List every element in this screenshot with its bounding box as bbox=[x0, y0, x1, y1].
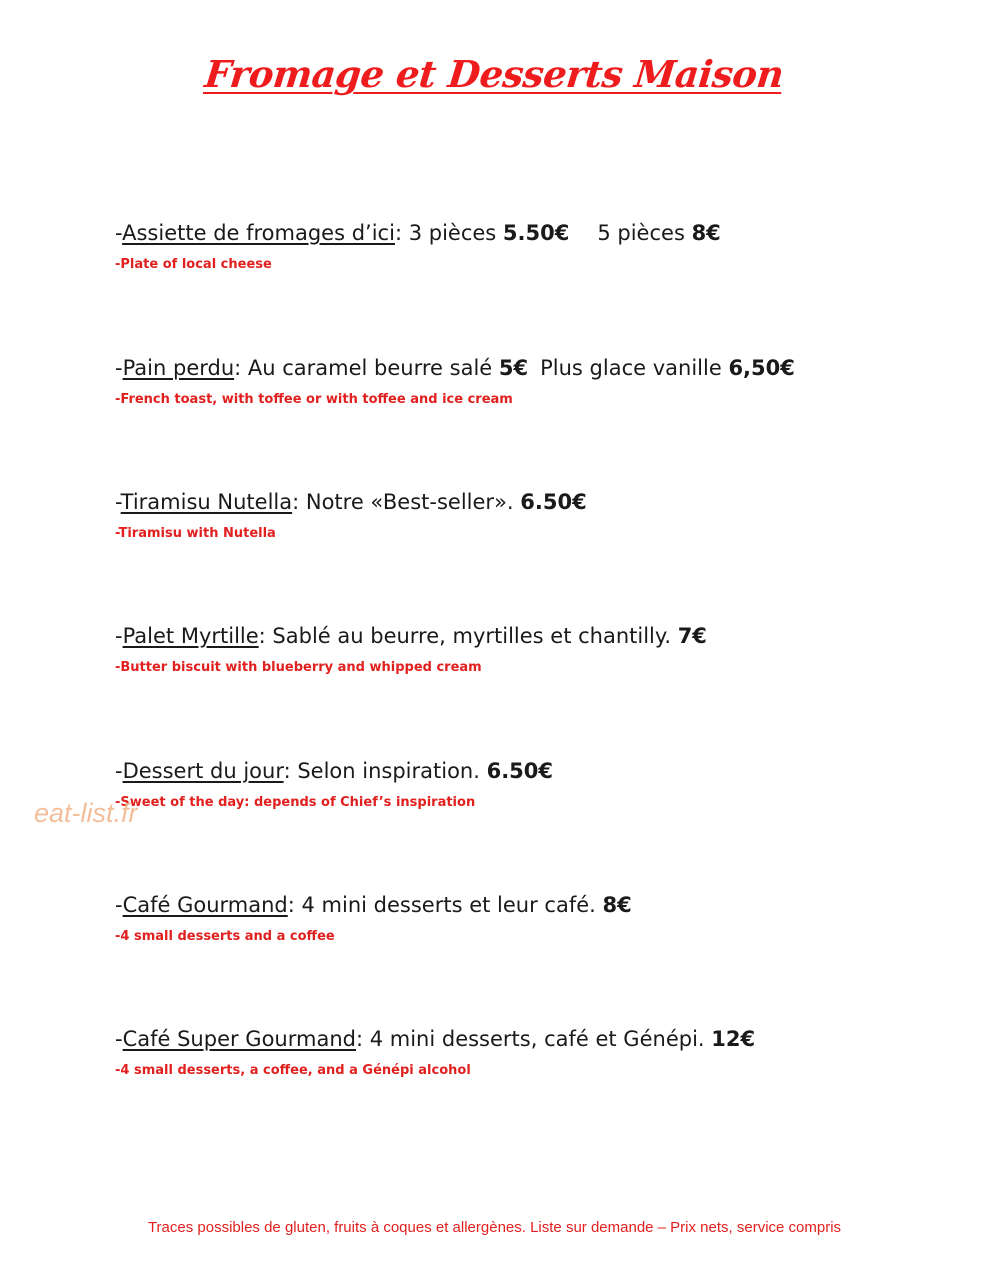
item-description: 4 mini desserts et leur café. bbox=[294, 893, 603, 917]
menu-item-cafe-gourmand bbox=[115, 891, 955, 944]
item-description: Notre «Best-seller». bbox=[299, 490, 521, 514]
item-price: 6.50€ bbox=[486, 759, 554, 783]
item-price: 5.50€ bbox=[502, 221, 570, 245]
item-description: Selon inspiration. bbox=[290, 759, 487, 783]
item-dash: - bbox=[115, 221, 123, 245]
item-dash: - bbox=[115, 624, 123, 648]
menu-item-line bbox=[115, 622, 955, 650]
menu-item-pain-perdu bbox=[115, 354, 955, 407]
item-description: 3 pièces bbox=[402, 221, 503, 245]
item-name: Tiramisu Nutella bbox=[120, 490, 293, 514]
item-translation: -4 small desserts and a coffee bbox=[115, 929, 335, 944]
item-translation: -Butter biscuit with blueberry and whipped cream bbox=[115, 660, 482, 675]
item-name: Pain perdu bbox=[122, 356, 235, 380]
item-description-alt: Plus glace vanille bbox=[540, 356, 729, 380]
item-price: 12€ bbox=[711, 1027, 756, 1051]
item-description-alt: 5 pièces bbox=[597, 221, 692, 245]
menu-item-line bbox=[115, 891, 955, 919]
item-translation: -French toast, with toffee or with toffee and ice cream bbox=[115, 392, 513, 407]
item-name: Dessert du jour bbox=[122, 759, 284, 783]
menu-item-palet-myrtille bbox=[115, 622, 955, 675]
item-price-alt: 8€ bbox=[691, 221, 721, 245]
item-price-alt: 6,50€ bbox=[728, 356, 795, 380]
item-dash: - bbox=[115, 490, 121, 514]
menu-item-line bbox=[115, 1025, 955, 1053]
menu-item-dessert-du-jour bbox=[115, 757, 955, 810]
item-dash: - bbox=[115, 356, 123, 380]
item-translation: -4 small desserts, a coffee, and a Génépi alcohol bbox=[115, 1063, 471, 1078]
item-separator: : bbox=[292, 490, 300, 514]
item-separator: : bbox=[287, 893, 295, 917]
item-separator: : bbox=[258, 624, 266, 648]
allergen-footer: Traces possibles de gluten, fruits à coques et allergènes. Liste sur demande – Prix nets, service compris bbox=[147, 1219, 842, 1236]
menu-item-line bbox=[115, 219, 955, 247]
menu-item-cheese bbox=[115, 219, 955, 272]
item-dash: - bbox=[115, 893, 123, 917]
item-dash: - bbox=[115, 1027, 123, 1051]
menu-item-cafe-super-gourmand bbox=[115, 1025, 955, 1078]
item-separator: : bbox=[234, 356, 242, 380]
item-description: Au caramel beurre salé bbox=[241, 356, 499, 380]
item-name: Assiette de fromages d’ici bbox=[122, 221, 395, 245]
item-price: 5€ bbox=[498, 356, 529, 380]
menu-title bbox=[0, 52, 989, 96]
item-translation: -Tiramisu with Nutella bbox=[115, 526, 276, 541]
item-name: Café Gourmand bbox=[122, 893, 288, 917]
item-description: Sablé au beurre, myrtilles et chantilly. bbox=[265, 624, 678, 648]
item-separator: : bbox=[355, 1027, 364, 1051]
menu-item-line bbox=[115, 488, 955, 516]
item-price: 7€ bbox=[677, 624, 707, 648]
item-separator: : bbox=[283, 759, 291, 783]
item-translation: -Plate of local cheese bbox=[115, 257, 272, 272]
item-separator: : bbox=[394, 221, 403, 245]
menu-item-line bbox=[115, 757, 955, 785]
item-description: 4 mini desserts, café et Génépi. bbox=[363, 1027, 712, 1051]
item-name: Café Super Gourmand bbox=[122, 1027, 356, 1051]
item-dash: - bbox=[115, 759, 123, 783]
watermark-text: eat-list.fr bbox=[34, 798, 138, 828]
item-price: 8€ bbox=[602, 893, 632, 917]
item-translation: -Sweet of the day: depends of Chief’s inspiration bbox=[115, 795, 476, 810]
item-price: 6.50€ bbox=[520, 490, 587, 514]
item-name: Palet Myrtille bbox=[122, 624, 259, 648]
menu-title-text: Fromage et Desserts Maison bbox=[203, 52, 786, 96]
menu-item-tiramisu bbox=[115, 488, 955, 541]
menu-item-line bbox=[115, 354, 955, 382]
